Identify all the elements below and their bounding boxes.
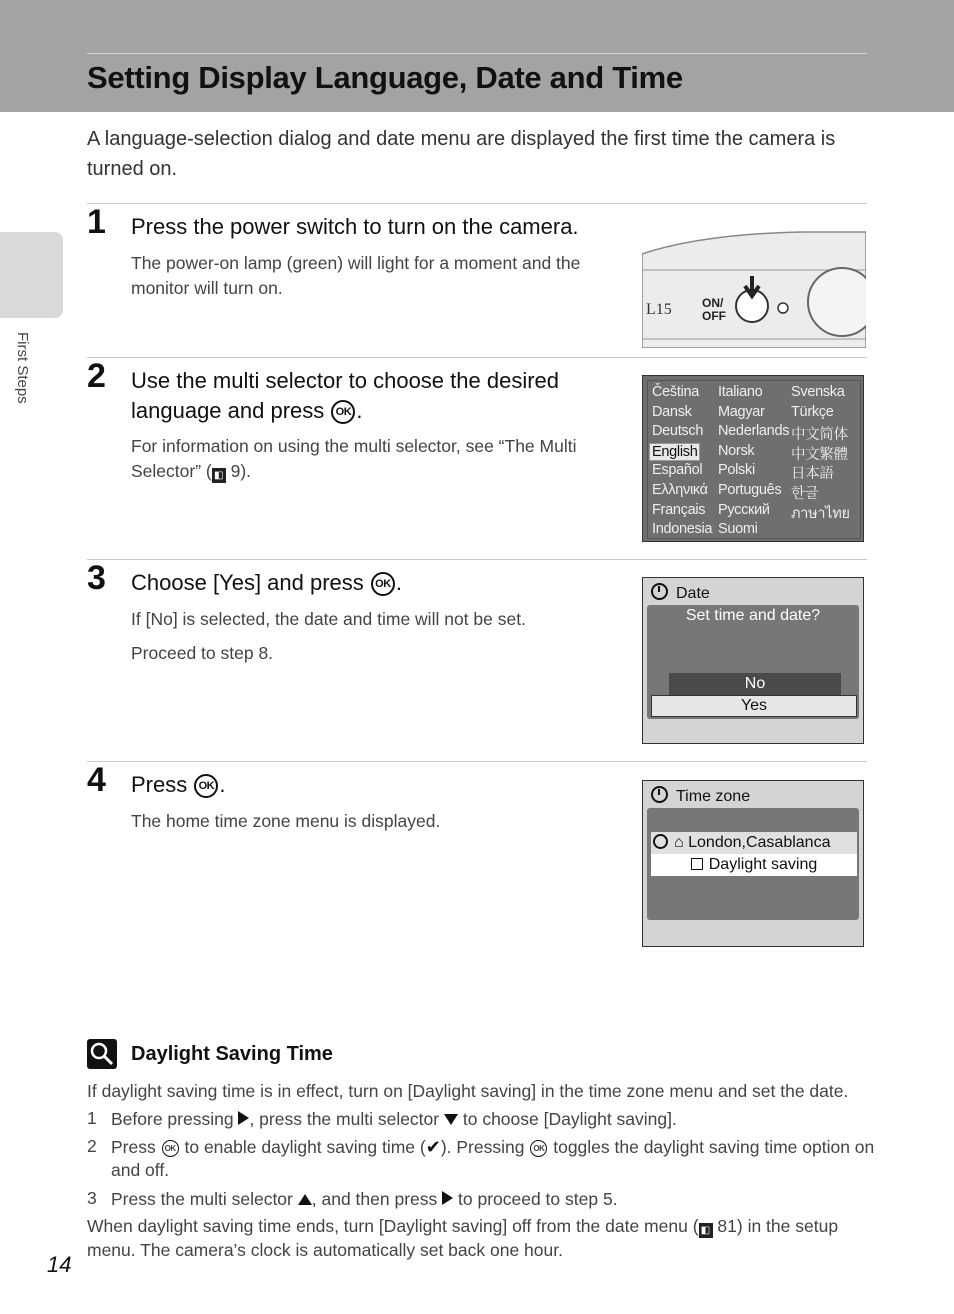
step-body: Proceed to step 8. <box>131 643 274 663</box>
daylight-checkbox[interactable] <box>691 858 703 870</box>
timezone-screen <box>642 780 864 947</box>
language-option[interactable]: 日本語 <box>791 466 834 483</box>
location-icon <box>653 834 668 849</box>
down-arrow-icon <box>444 1114 458 1125</box>
page-title: Setting Display Language, Date and Time <box>87 60 683 95</box>
language-option[interactable]: Nederlands <box>718 423 790 440</box>
camera-model: L15 <box>646 301 672 318</box>
step-body: The home time zone menu is displayed. <box>131 811 441 831</box>
language-option[interactable]: Italiano <box>718 384 763 400</box>
ok-button-icon: OK <box>162 1140 179 1157</box>
tip-title: Daylight Saving Time <box>131 1043 333 1065</box>
language-option[interactable]: Deutsch <box>652 423 704 440</box>
step-number: 1 <box>87 203 106 241</box>
home-icon: ⌂ <box>674 834 684 851</box>
step-title: Choose [Yes] and press OK . <box>131 570 403 595</box>
timezone-panel <box>647 808 859 920</box>
dialog-question: Set time and date? <box>685 607 821 624</box>
clock-icon <box>651 786 668 803</box>
language-option[interactable]: Русский <box>718 501 770 518</box>
language-screen <box>642 375 864 542</box>
page-number: 14 <box>47 1252 72 1277</box>
date-screen <box>642 577 864 744</box>
language-option[interactable]: Svenska <box>791 384 845 400</box>
intro-text: A language-selection dialog and date menu are displayed the first time the camera is turned on. <box>87 128 836 180</box>
language-list <box>647 380 861 539</box>
divider <box>87 203 867 204</box>
language-option[interactable]: Magyar <box>718 403 765 420</box>
ok-button-icon: OK <box>331 400 355 424</box>
step-body: If [No] is selected, the date and time will not be set. <box>131 609 526 629</box>
language-option[interactable]: Čeština <box>652 384 700 400</box>
language-option[interactable]: Suomi <box>718 521 758 538</box>
language-option[interactable]: ภาษาไทย <box>791 505 850 522</box>
step-title: Press the power switch to turn on the camera. <box>131 214 579 239</box>
check-icon: ✔ <box>425 1137 441 1157</box>
up-arrow-icon <box>298 1194 312 1205</box>
language-option[interactable]: Português <box>718 482 782 498</box>
language-option[interactable]: Türkçe <box>791 403 834 420</box>
language-option[interactable]: Polski <box>718 462 755 479</box>
language-option[interactable]: Ελληνικά <box>652 482 708 498</box>
screen-header: Time zone <box>651 786 750 806</box>
step-number: 4 <box>87 761 106 799</box>
language-option[interactable]: 中文简体 <box>791 427 848 444</box>
step-title: Use the multi selector to choose the desired language and press OK . <box>131 368 560 423</box>
ok-button-icon: OK <box>530 1140 547 1157</box>
option-yes[interactable]: Yes <box>651 695 857 717</box>
screen-header: Date <box>651 583 710 603</box>
tip-intro: If daylight saving time is in effect, turn on [Daylight saving] in the time zone menu and set the date. <box>87 1081 849 1101</box>
list-number: 3 <box>87 1188 97 1208</box>
language-option[interactable]: Español <box>652 462 703 479</box>
list-item: Before pressing , press the multi selector to choose [Daylight saving]. <box>111 1109 677 1129</box>
list-number: 1 <box>87 1108 97 1128</box>
language-option[interactable]: 中文繁體 <box>791 446 848 463</box>
step-number: 3 <box>87 559 106 597</box>
option-no[interactable]: No <box>669 673 841 695</box>
side-tab <box>0 232 63 318</box>
step-body: The power-on lamp (green) will light for a moment and the monitor will turn on. <box>131 253 581 298</box>
list-number: 2 <box>87 1136 97 1156</box>
right-arrow-icon <box>238 1111 249 1125</box>
side-tab-label: First Steps <box>14 332 31 404</box>
tip-icon <box>87 1039 117 1069</box>
power-label: OFF <box>702 309 726 323</box>
divider <box>87 559 867 560</box>
divider <box>87 761 867 762</box>
divider <box>87 357 867 358</box>
tip-outro: When daylight saving time ends, turn [Daylight saving] off from the date menu ( ◧ 81) in the setup menu. The camera’s clock is automatically set back one hour. <box>87 1216 839 1260</box>
ok-button-icon: OK <box>194 774 218 798</box>
language-option[interactable]: Indonesia <box>652 521 713 538</box>
daylight-saving-row[interactable]: Daylight saving <box>651 854 857 876</box>
reference-icon: ◧ <box>699 1223 713 1238</box>
step-body: For information on using the multi selector, see “The Multi Selector” ( ◧ 9). <box>131 436 577 481</box>
header-rule <box>87 53 867 54</box>
dialog-panel <box>647 605 859 719</box>
language-option[interactable]: English <box>649 443 700 461</box>
reference-icon: ◧ <box>212 468 226 483</box>
language-option[interactable]: Norsk <box>718 442 755 459</box>
step-title: Press OK . <box>131 772 226 797</box>
camera-illustration <box>642 224 866 348</box>
step-number: 2 <box>87 357 106 395</box>
language-option[interactable]: Dansk <box>652 403 692 420</box>
list-item: Press the multi selector , and then press to proceed to step 5. <box>111 1189 618 1209</box>
clock-icon <box>651 583 668 600</box>
right-arrow-icon <box>442 1191 453 1205</box>
language-option[interactable]: 한글 <box>791 486 819 502</box>
language-option[interactable]: Français <box>652 501 706 518</box>
timezone-city-row[interactable]: ⌂ London,Casablanca <box>651 832 857 854</box>
power-label: ON/ <box>702 296 724 310</box>
list-item: Press OK to enable daylight saving time (✔). Pressing OK toggles the daylight saving time option on and off. <box>111 1137 875 1180</box>
ok-button-icon: OK <box>371 572 395 596</box>
